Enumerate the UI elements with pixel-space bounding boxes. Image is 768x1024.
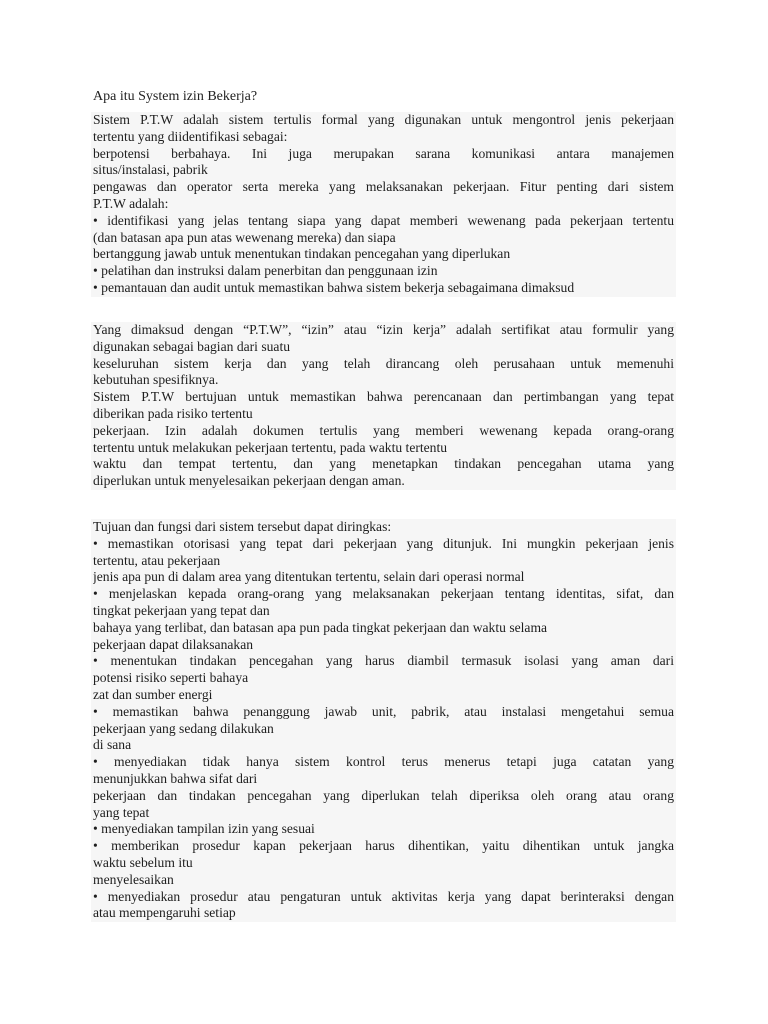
text-line: tingkat pekerjaan yang tepat dan — [93, 602, 270, 618]
text-line: • menyediakan tidak hanya sistem kontrol terus menerus tetapi juga catatan yang — [93, 754, 674, 770]
section-ptw-meaning — [91, 322, 676, 490]
text-line: • memastikan bahwa penanggung jawab unit, pabrik, atau instalasi mengetahui semua — [93, 703, 674, 719]
text-line: pekerjaan dan tindakan pencegahan yang diperlukan telah diperiksa oleh orang atau orang — [93, 787, 674, 803]
text-line: situs/instalasi, pabrik — [93, 162, 208, 178]
text-line: tertentu, atau pekerjaan — [93, 552, 221, 568]
text-line: P.T.W adalah: — [93, 195, 169, 211]
text-line: • menentukan tindakan pencegahan yang harus diambil termasuk isolasi yang aman dari — [93, 653, 674, 669]
text-line: • menyediakan prosedur atau pengaturan untuk aktivitas kerja yang dapat berinteraksi dengan — [93, 888, 674, 904]
text-line: • pemantauan dan audit untuk memastikan bahwa sistem bekerja sebagaimana dimaksud — [93, 279, 575, 295]
text-line: di sana — [93, 737, 132, 753]
text-line: tertentu yang diidentifikasi sebagai: — [93, 128, 288, 144]
text-line: zat dan sumber energi — [93, 686, 213, 702]
text-line: • memberikan prosedur kapan pekerjaan harus dihentikan, yaitu dihentikan untuk jangka — [93, 838, 674, 854]
text-line: • identifikasi yang jelas tentang siapa yang dapat memberi wewenang pada pekerjaan tertentu — [93, 212, 674, 228]
document-title: Apa itu System izin Bekerja? — [93, 89, 258, 104]
text-line: menyelesaikan — [93, 871, 174, 887]
text-line: atau mempengaruhi setiap — [93, 905, 236, 921]
text-line: • menyediakan tampilan izin yang sesuai — [93, 821, 315, 837]
text-line: bahaya yang terlibat, dan batasan apa pun pada tingkat pekerjaan dan waktu selama — [93, 619, 548, 635]
text-line: • memastikan otorisasi yang tepat dari pekerjaan yang ditunjuk. Ini mungkin pekerjaan jenis — [93, 535, 674, 551]
text-line: Sistem P.T.W bertujuan untuk memastikan bahwa perencanaan dan pertimbangan yang tepat — [93, 389, 674, 405]
text-line: pekerjaan dapat dilaksanakan — [93, 636, 254, 652]
text-line: kebutuhan spesifiknya. — [93, 372, 219, 388]
text-line: pekerjaan. Izin adalah dokumen tertulis yang memberi wewenang kepada orang-orang — [93, 422, 674, 438]
text-line: pekerjaan yang sedang dilakukan — [93, 720, 274, 736]
text-line: potensi risiko seperti bahaya — [93, 670, 249, 686]
text-line: keseluruhan sistem kerja dan yang telah dirancang oleh perusahaan untuk memenuhi — [93, 355, 674, 371]
text-line: (dan batasan apa pun atas wewenang mereka) dan siapa — [93, 229, 396, 245]
text-line: diperlukan untuk menyelesaikan pekerjaan dengan aman. — [93, 473, 405, 489]
text-line: pengawas dan operator serta mereka yang melaksanakan pekerjaan. Fitur penting dari sistem — [93, 179, 674, 195]
text-line: Sistem P.T.W adalah sistem tertulis formal yang digunakan untuk mengontrol jenis pekerjaan — [93, 112, 674, 127]
text-line: yang tepat — [93, 804, 150, 820]
text-line: menunjukkan bahwa sifat dari — [93, 770, 258, 786]
text-line: jenis apa pun di dalam area yang ditentukan tertentu, selain dari operasi normal — [93, 569, 525, 585]
section-ptw-definition — [91, 112, 676, 297]
text-line: tertentu untuk melakukan pekerjaan tertentu, pada waktu tertentu — [93, 439, 448, 455]
text-line: berpotensi berbahaya. Ini juga merupakan sarana komunikasi antara manajemen — [93, 145, 674, 161]
text-line: Tujuan dan fungsi dari sistem tersebut dapat diringkas: — [93, 519, 392, 534]
text-line: • menjelaskan kepada orang-orang yang melaksanakan pekerjaan tentang identitas, sifat, dan — [93, 586, 674, 602]
text-line: • pelatihan dan instruksi dalam penerbitan dan penggunaan izin — [93, 263, 438, 279]
section-ptw-purpose — [91, 519, 676, 922]
text-line: waktu dan tempat tertentu, dan yang menetapkan tindakan pencegahan utama yang — [93, 456, 674, 472]
text-line: digunakan sebagai bagian dari suatu — [93, 338, 291, 354]
text-line: Yang dimaksud dengan “P.T.W”, “izin” atau “izin kerja” adalah sertifikat atau formulir yang — [93, 322, 674, 337]
text-line: waktu sebelum itu — [93, 854, 193, 870]
text-line: bertanggung jawab untuk menentukan tindakan pencegahan yang diperlukan — [93, 246, 511, 262]
text-line: diberikan pada risiko tertentu — [93, 405, 253, 421]
